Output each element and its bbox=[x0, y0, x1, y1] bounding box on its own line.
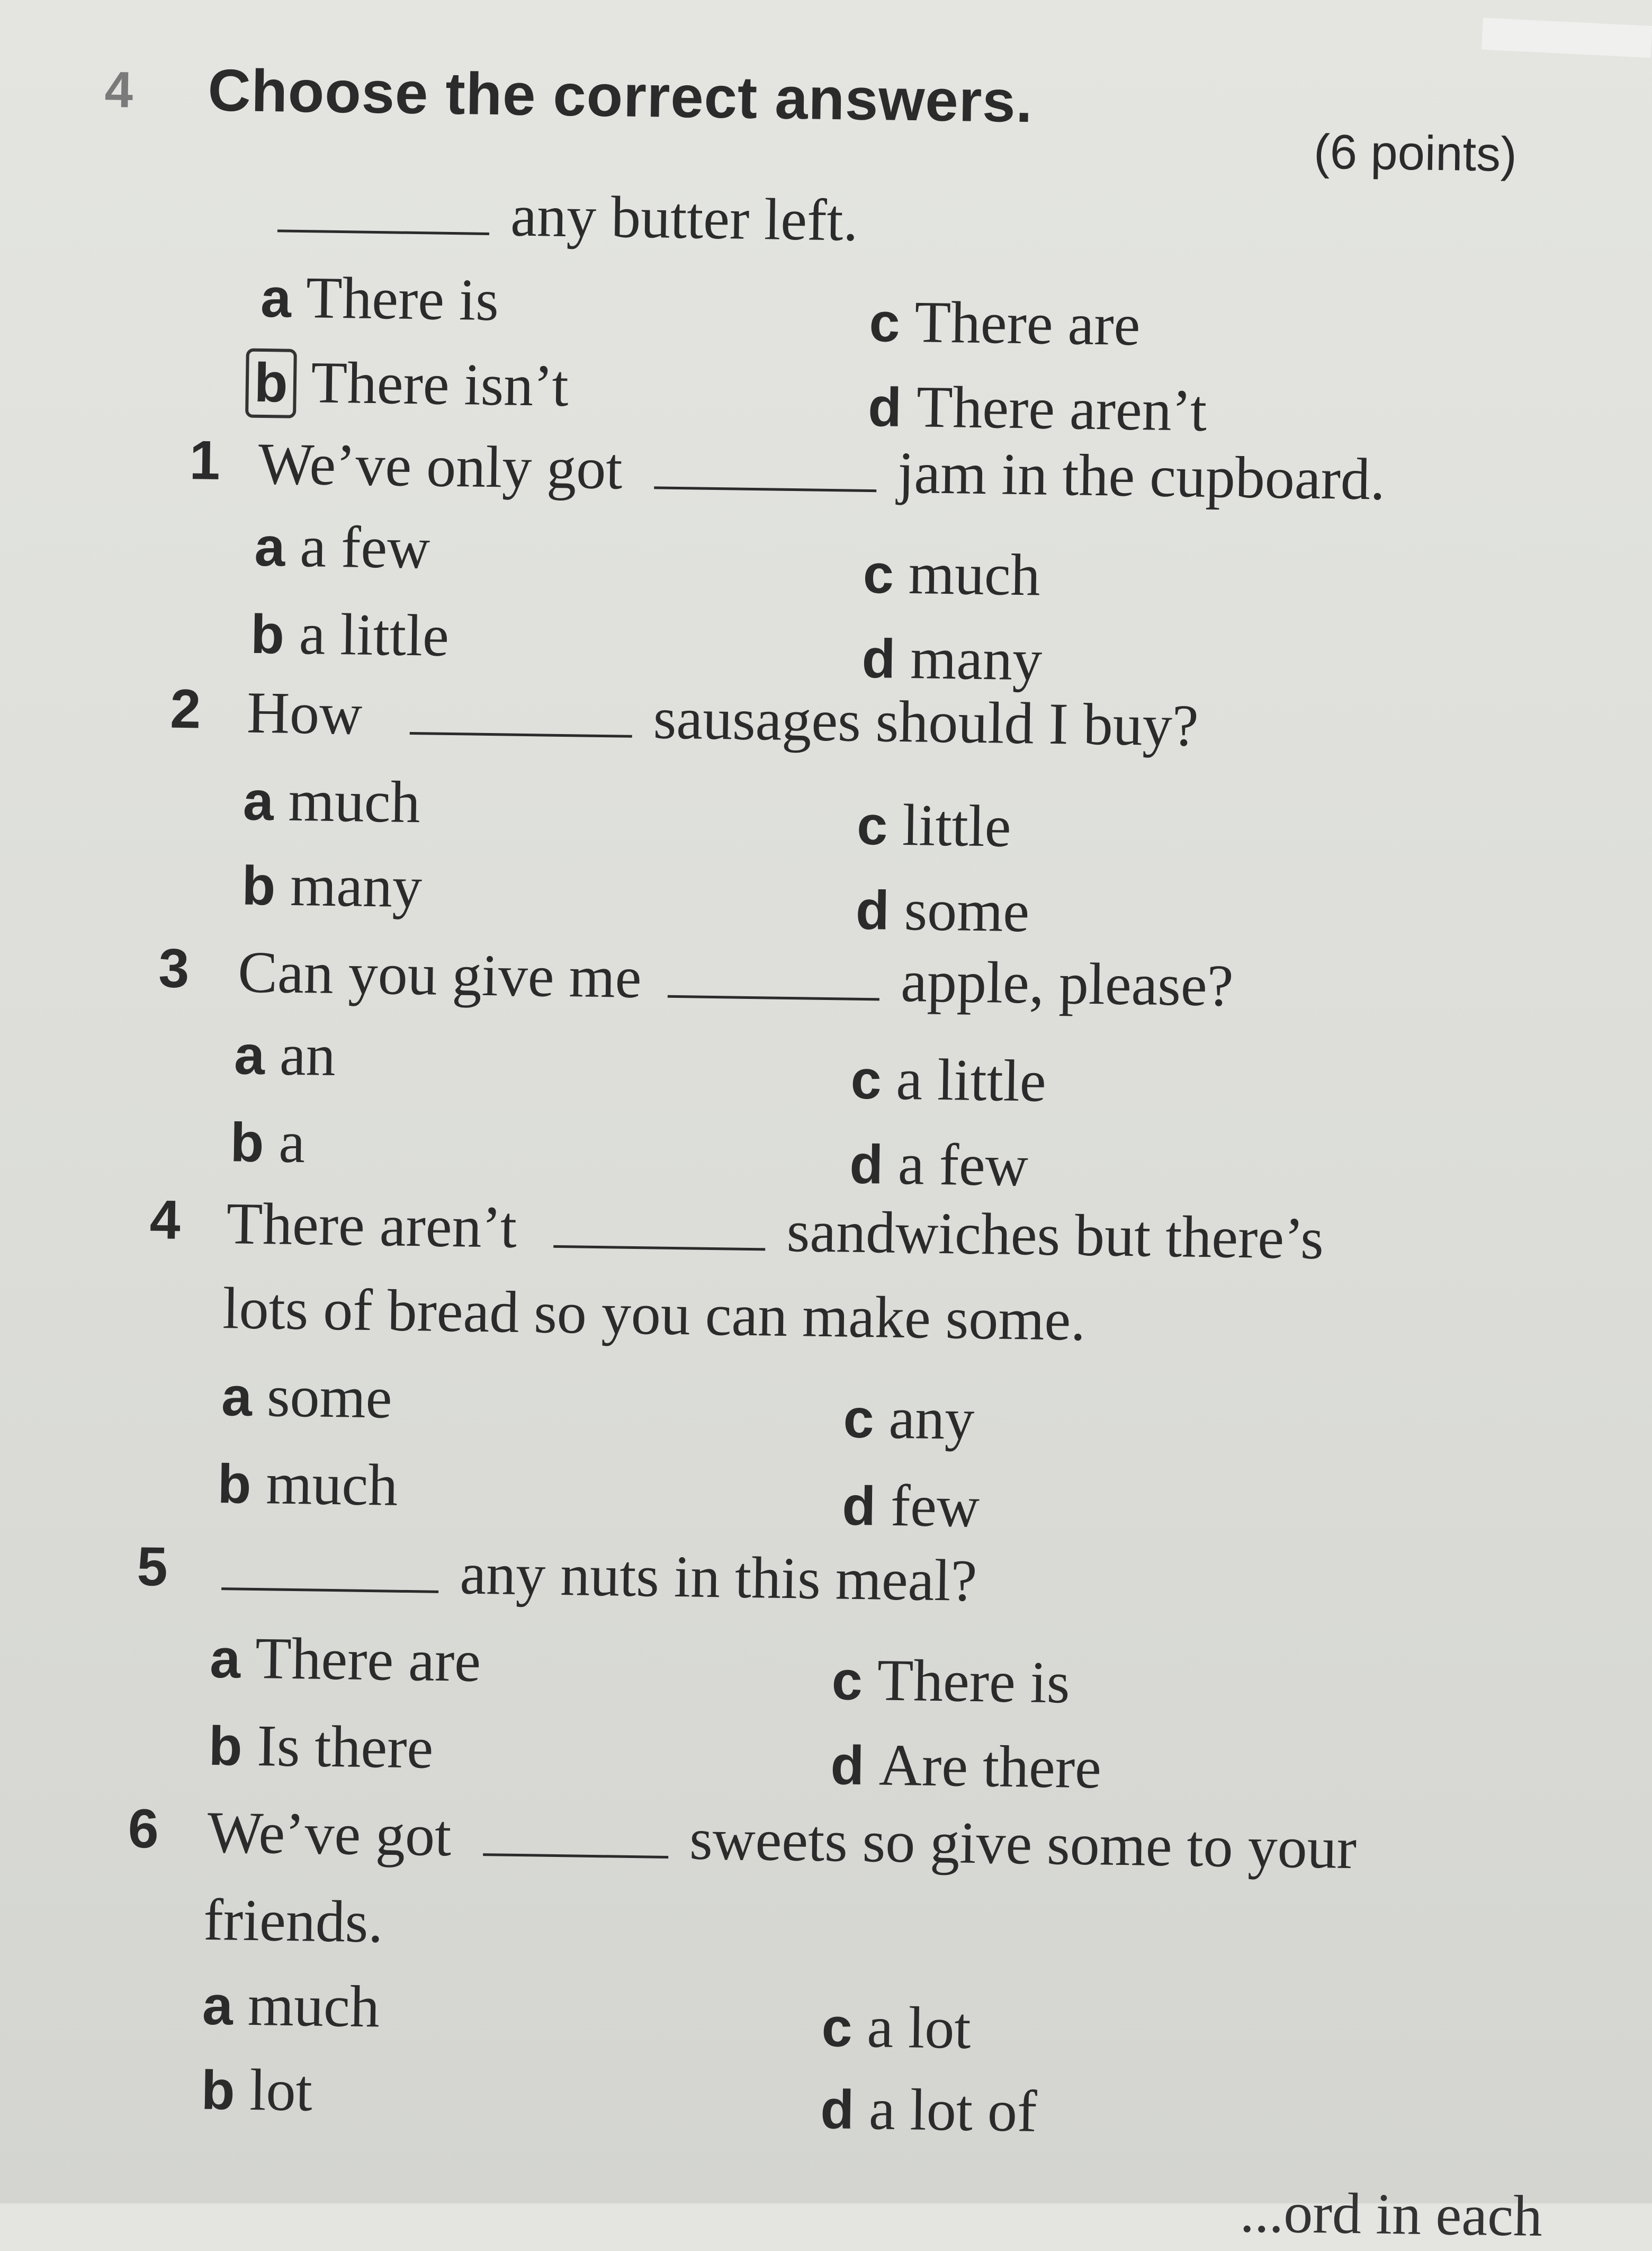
option-b: b lot bbox=[201, 2057, 313, 2124]
answer-blank bbox=[409, 731, 632, 738]
question-stem-continuation: lots of bread so you can make some. bbox=[222, 1275, 1087, 1353]
answer-blank bbox=[277, 229, 489, 235]
option-a: a much bbox=[243, 767, 421, 836]
option-a: a There is bbox=[260, 265, 499, 334]
option-c: c little bbox=[856, 792, 1012, 860]
question-stem: Can you give me apple, please? bbox=[237, 939, 1234, 1019]
option-c: c any bbox=[842, 1385, 975, 1452]
answer-blank bbox=[654, 486, 876, 492]
option-a: a There are bbox=[209, 1625, 481, 1694]
answer-blank bbox=[483, 1853, 668, 1859]
option-c: c There are bbox=[868, 289, 1141, 359]
question-stem: We’ve only got jam in the cupboard. bbox=[257, 431, 1386, 513]
option-c: c much bbox=[863, 541, 1041, 609]
option-b: b many bbox=[241, 852, 423, 921]
option-b: b a little bbox=[250, 601, 450, 669]
exercise-title: Choose the correct answers. bbox=[207, 57, 1034, 135]
answer-blank bbox=[553, 1245, 765, 1251]
question-stem-continuation: friends. bbox=[203, 1887, 384, 1955]
option-b-selected: b There isn’t bbox=[254, 348, 569, 422]
selected-answer-box: b bbox=[245, 349, 297, 418]
option-d: d Are there bbox=[830, 1732, 1102, 1801]
exercise-points: (6 points) bbox=[1313, 124, 1518, 182]
option-b: b much bbox=[217, 1451, 399, 1518]
stem-text-after: any butter left. bbox=[510, 183, 859, 254]
question-stem: any nuts in this meal? bbox=[221, 1537, 977, 1615]
option-b: b a bbox=[230, 1109, 306, 1176]
option-c: c a lot bbox=[821, 1994, 972, 2061]
option-c: c There is bbox=[831, 1647, 1071, 1716]
question-stem: There aren’t sandwiches but there’s bbox=[226, 1191, 1324, 1272]
question-number: 6 bbox=[128, 1798, 159, 1860]
option-a: a much bbox=[202, 1972, 380, 2040]
option-d: d a few bbox=[849, 1131, 1029, 1199]
question-number: 4 bbox=[149, 1189, 181, 1251]
answer-blank bbox=[221, 1587, 438, 1593]
question-stem: We’ve got sweets so give some to your bbox=[206, 1799, 1357, 1882]
exercise-number: 4 bbox=[104, 61, 133, 119]
option-a: a some bbox=[221, 1363, 393, 1431]
question-stem: How sausages should I buy? bbox=[246, 680, 1199, 759]
option-d: d a lot of bbox=[820, 2076, 1038, 2145]
question-number: 1 bbox=[189, 430, 221, 492]
option-d: d few bbox=[841, 1472, 980, 1540]
option-c: c a little bbox=[850, 1046, 1047, 1114]
option-a: a an bbox=[234, 1022, 336, 1089]
option-b: b Is there bbox=[208, 1713, 434, 1781]
option-a: a a few bbox=[254, 514, 430, 582]
cut-off-footer-text: ...ord in each bbox=[1240, 2179, 1543, 2249]
page-corner bbox=[1482, 18, 1652, 58]
question-number: 5 bbox=[136, 1535, 168, 1598]
question-stem bbox=[277, 178, 859, 255]
option-d: d some bbox=[855, 877, 1030, 945]
option-d: d There aren’t bbox=[867, 374, 1208, 444]
question-number: 2 bbox=[169, 678, 201, 740]
answer-blank bbox=[668, 995, 879, 1001]
option-d: d many bbox=[861, 626, 1043, 693]
question-number: 3 bbox=[158, 937, 190, 1000]
